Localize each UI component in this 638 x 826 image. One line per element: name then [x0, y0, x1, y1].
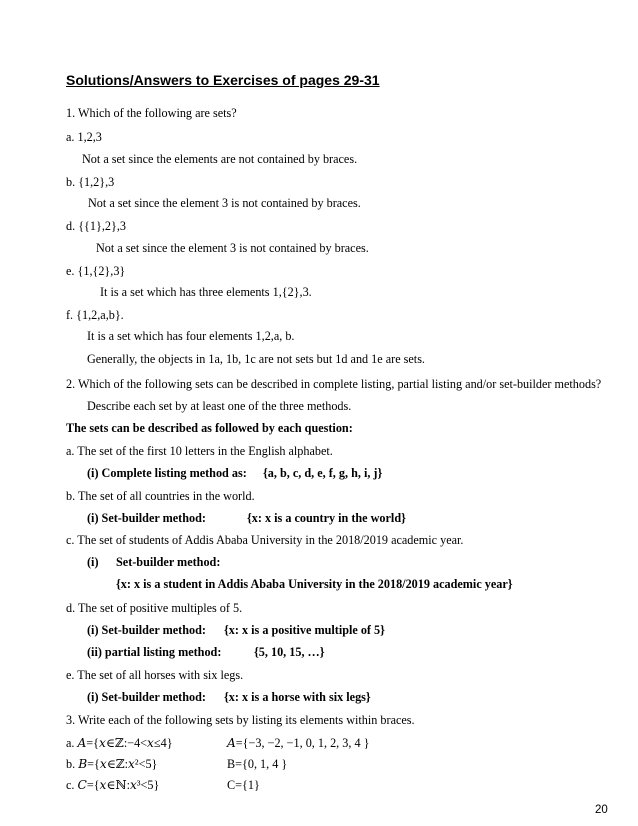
q2-a-method: (i) Complete listing method as:	[87, 466, 247, 480]
page-heading: Solutions/Answers to Exercises of pages 29-31	[66, 72, 380, 88]
q1-item-b-label: b. {1,2},3	[66, 175, 115, 189]
q3-question: 3. Write each of the following sets by listing its elements within braces.	[66, 713, 415, 727]
q1-item-a-answer: Not a set since the elements are not contained by braces.	[82, 152, 358, 166]
q1-item-d-label: d. {{1},2},3	[66, 219, 126, 233]
q1-question: 1. Which of the following are sets?	[66, 106, 237, 120]
q1-item-e-label: e. {1,{2},3}	[66, 264, 126, 278]
q2-c-method-num: (i)	[87, 555, 99, 569]
q2-question-line1: 2. Which of the following sets can be described in complete listing, partial listing and/or set-builder methods?	[66, 377, 602, 391]
q3-row-c-left: c. 𝐶={𝑥∈ℕ:𝑥³<5}	[66, 778, 160, 792]
q1-item-a-label: a. 1,2,3	[66, 130, 102, 144]
q2-d-method1: (i) Set-builder method:	[87, 623, 206, 637]
q2-d-label: d. The set of positive multiples of 5.	[66, 601, 243, 615]
q2-c-method: Set-builder method:	[116, 555, 221, 569]
q2-a-label: a. The set of the first 10 letters in the English alphabet.	[66, 444, 333, 458]
q2-b-label: b. The set of all countries in the world.	[66, 489, 255, 503]
q1-item-d-answer: Not a set since the element 3 is not contained by braces.	[96, 241, 369, 255]
q1-item-f-label: f. {1,2,a,b}.	[66, 308, 124, 322]
q2-question-line2: Describe each set by at least one of the three methods.	[87, 399, 352, 413]
q3-row-a-left: a. 𝐴={𝑥∈ℤ:−4<𝑥≤4}	[66, 736, 173, 750]
q2-e-value: {x: x is a horse with six legs}	[224, 690, 371, 704]
q2-a-value: {a, b, c, d, e, f, g, h, i, j}	[263, 466, 383, 480]
q2-intro: The sets can be described as followed by each question:	[66, 421, 353, 435]
page-number: 20	[595, 804, 608, 816]
q2-e-method: (i) Set-builder method:	[87, 690, 206, 704]
q2-b-method: (i) Set-builder method:	[87, 511, 206, 525]
q2-e-label: e. The set of all horses with six legs.	[66, 668, 244, 682]
q2-d-value1: {x: x is a positive multiple of 5}	[224, 623, 385, 637]
q2-c-value: {x: x is a student in Addis Ababa University in the 2018/2019 academic year}	[116, 577, 513, 591]
q2-d-method2: (ii) partial listing method:	[87, 645, 222, 659]
q3-row-b-left: b. 𝐵={𝑥∈ℤ:𝑥²<5}	[66, 757, 158, 771]
q2-d-value2: {5, 10, 15, …}	[254, 645, 325, 659]
q1-item-b-answer: Not a set since the element 3 is not contained by braces.	[88, 196, 361, 210]
q2-c-label: c. The set of students of Addis Ababa University in the 2018/2019 academic year.	[66, 533, 464, 547]
q1-item-f-answer: It is a set which has four elements 1,2,a, b.	[87, 329, 295, 343]
q2-b-value: {x: x is a country in the world}	[247, 511, 406, 525]
q3-row-a-right: 𝐴={−3, −2, −1, 0, 1, 2, 3, 4 }	[227, 736, 370, 750]
q3-row-c-right: C={1}	[227, 778, 260, 792]
q3-row-b-right: B={0, 1, 4 }	[227, 757, 288, 771]
q1-conclusion: Generally, the objects in 1a, 1b, 1c are not sets but 1d and 1e are sets.	[87, 352, 425, 366]
q1-item-e-answer: It is a set which has three elements 1,{2},3.	[100, 285, 312, 299]
